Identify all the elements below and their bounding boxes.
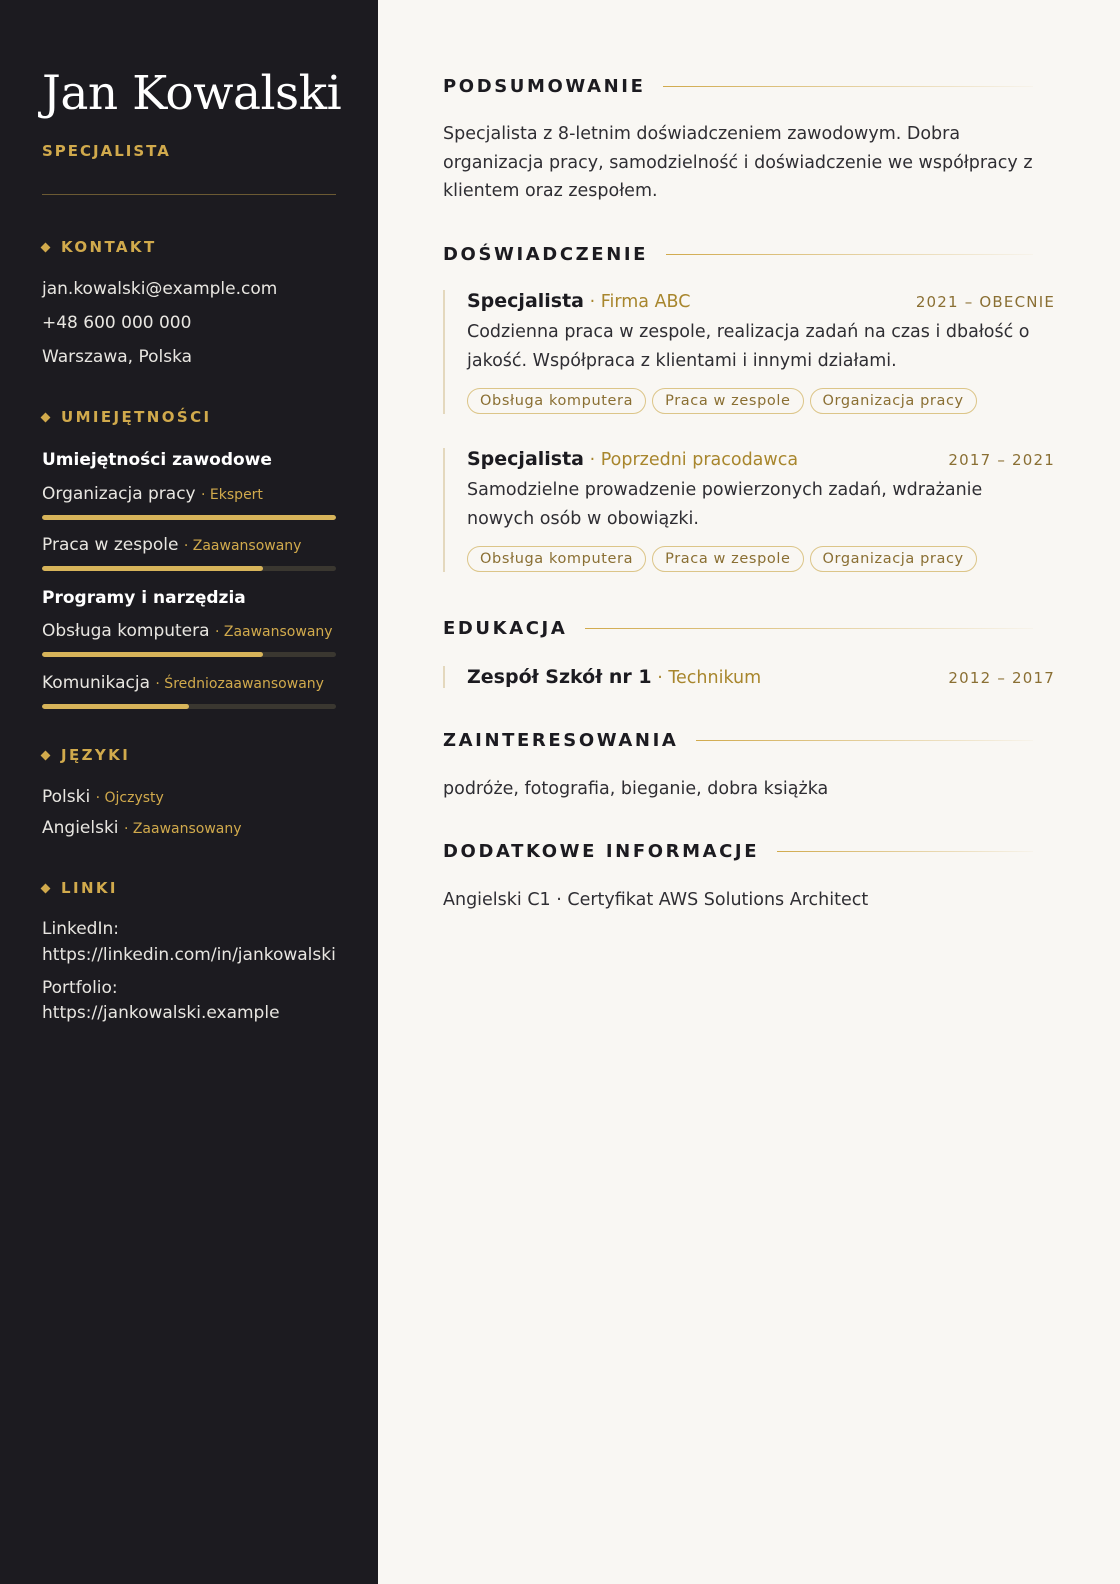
links-heading: LINKI (42, 879, 118, 897)
skills-group-title: Umiejętności zawodowe (42, 450, 272, 470)
interests-text: podróże, fotografia, bieganie, dobra książka (443, 779, 829, 799)
skill-bar (42, 652, 336, 657)
skill-level: · Zaawansowany (214, 624, 333, 640)
language-item (42, 818, 242, 838)
job-dates: 2017 – 2021 (948, 451, 1055, 469)
skill-tag: Praca w zespole (652, 546, 803, 572)
skills-group-title: Programy i narzędzia (42, 588, 246, 608)
tag-list (467, 388, 1055, 414)
skill-bar (42, 566, 336, 571)
job-description: Codzienna praca w zespole, realizacja zadań na czas i dbałość o jakość. Współpraca z klientami i innymi działami. (467, 322, 1030, 371)
skill-item (42, 484, 263, 504)
school-type: · Technikum (651, 668, 762, 688)
language-name: Polski (42, 787, 91, 807)
skills-heading: UMIEJĘTNOŚCI (42, 408, 212, 426)
sidebar (0, 0, 378, 1584)
contact-phone[interactable]: +48 600 000 000 (42, 313, 192, 333)
skill-level: · Średniozaawansowany (155, 676, 324, 692)
diamond-icon (41, 883, 51, 893)
skill-bar-fill (42, 515, 336, 520)
diamond-icon (41, 242, 51, 252)
skill-bar (42, 515, 336, 520)
skill-level: · Zaawansowany (183, 538, 302, 554)
section-rule (696, 740, 1033, 741)
diamond-icon (41, 412, 51, 422)
experience-heading: DOŚWIADCZENIE (443, 244, 1033, 265)
job-entry (443, 448, 1055, 572)
company-name: · Firma ABC (584, 292, 691, 312)
job-title: Specjalista · Firma ABC (467, 290, 691, 312)
job-dates: 2021 – OBECNIE (915, 293, 1055, 311)
link-label: Portfolio: (42, 978, 118, 998)
education-entry (443, 666, 1055, 688)
job-title: Specjalista · Poprzedni pracodawca (467, 448, 799, 470)
interests-heading: ZAINTERESOWANIA (443, 730, 1033, 751)
company-name: · Poprzedni pracodawca (584, 450, 799, 470)
additional-heading: DODATKOWE INFORMACJE (443, 841, 1033, 862)
skill-name: Komunikacja (42, 673, 150, 693)
skill-item (42, 673, 324, 693)
skill-name: Organizacja pracy (42, 484, 196, 504)
section-rule (777, 851, 1033, 852)
skill-tag: Obsługa komputera (467, 546, 646, 572)
language-name: Angielski (42, 818, 119, 838)
skill-bar-fill (42, 652, 263, 657)
skill-name: Praca w zespole (42, 535, 179, 555)
main-content (378, 0, 1120, 1584)
skill-tag: Obsługa komputera (467, 388, 646, 414)
school-name: Zespół Szkół nr 1 · Technikum (467, 666, 762, 688)
education-heading: EDUKACJA (443, 618, 1033, 639)
skill-item (42, 535, 301, 555)
job-entry (443, 290, 1055, 414)
skill-tag: Organizacja pracy (810, 546, 977, 572)
person-name: Jan Kowalski (42, 66, 342, 121)
skill-bar (42, 704, 336, 709)
section-rule (585, 628, 1033, 629)
language-level: · Zaawansowany (123, 821, 242, 837)
skill-tag: Praca w zespole (652, 388, 803, 414)
education-dates: 2012 – 2017 (948, 669, 1055, 687)
link-label: LinkedIn: (42, 919, 119, 939)
contact-email[interactable]: jan.kowalski@example.com (42, 279, 278, 299)
skill-bar-fill (42, 566, 263, 571)
skill-level: · Ekspert (201, 487, 263, 503)
job-description: Samodzielne prowadzenie powierzonych zadań, wdrażanie nowych osób w obowiązki. (467, 480, 983, 529)
skill-name: Obsługa komputera (42, 621, 210, 641)
contact-heading: KONTAKT (42, 238, 157, 256)
language-item (42, 787, 164, 807)
linkedin-link[interactable]: https://linkedin.com/in/jankowalski (42, 945, 336, 965)
section-rule (666, 254, 1033, 255)
section-rule (663, 86, 1033, 87)
skill-bar-fill (42, 704, 189, 709)
additional-text: Angielski C1 · Certyfikat AWS Solutions Architect (443, 890, 869, 910)
skill-tag: Organizacja pracy (810, 388, 977, 414)
languages-heading: JĘZYKI (42, 746, 130, 764)
diamond-icon (41, 750, 51, 760)
summary-text: Specjalista z 8-letnim doświadczeniem zawodowym. Dobra organizacja pracy, samodzielność i doświadczenie we współpracy z klientem oraz zespołem. (443, 124, 1033, 201)
job-role: SPECJALISTA (42, 142, 171, 160)
summary-heading: PODSUMOWANIE (443, 76, 1033, 97)
skill-item (42, 621, 333, 641)
language-level: · Ojczysty (95, 790, 164, 806)
divider (42, 194, 336, 195)
contact-location: Warszawa, Polska (42, 347, 193, 367)
portfolio-link[interactable]: https://jankowalski.example (42, 1003, 280, 1023)
tag-list (467, 546, 1055, 572)
